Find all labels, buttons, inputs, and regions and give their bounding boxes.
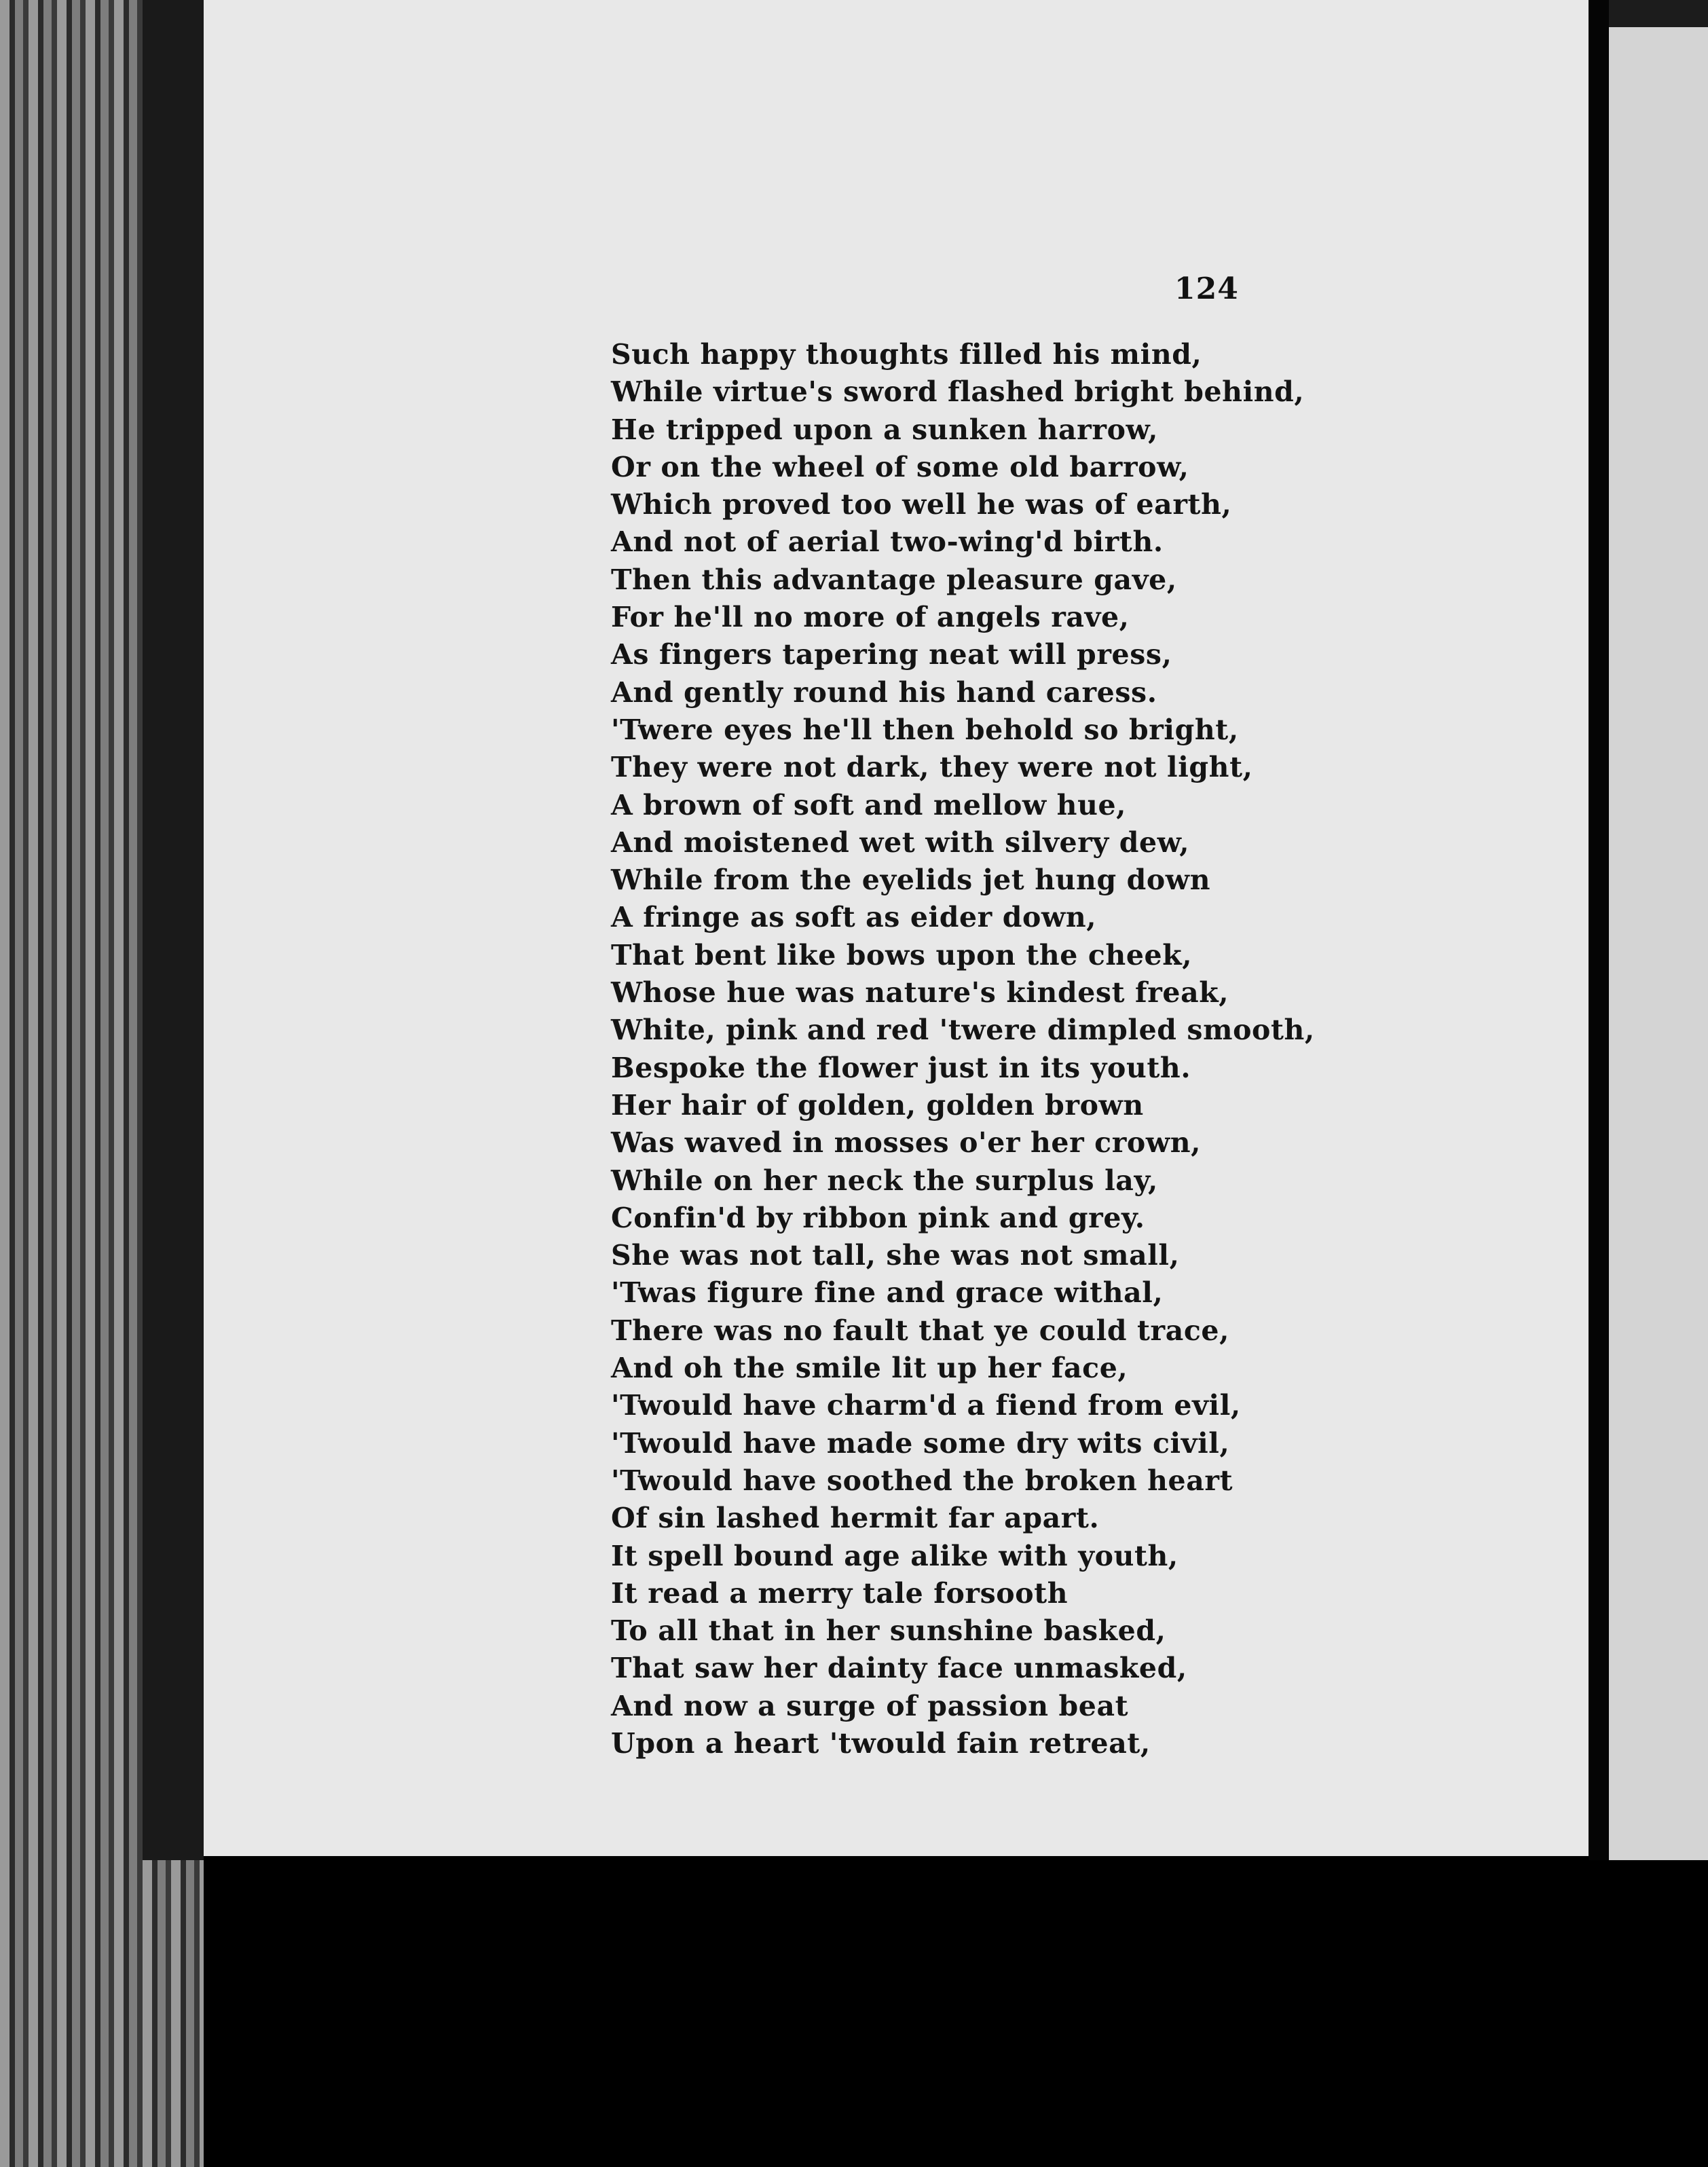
poem-line: And moistened wet with silvery dew, — [611, 826, 1190, 859]
poem-line: While from the eyelids jet hung down — [611, 864, 1211, 897]
poem-line: And now a surge of passion beat — [611, 1689, 1129, 1722]
poem-line: 'Twould have made some dry wits civil, — [611, 1426, 1230, 1460]
page-number: 124 — [1174, 272, 1239, 306]
poem-line: 'Twould have soothed the broken heart — [611, 1464, 1233, 1497]
next-page-top-border — [1609, 0, 1708, 27]
poem-line: Upon a heart 'twould fain retreat, — [611, 1726, 1151, 1760]
adjacent-page-edge — [1609, 27, 1708, 1860]
poem-line: And oh the smile lit up her face, — [611, 1352, 1128, 1385]
poem-line: And gently round his hand caress. — [611, 675, 1157, 709]
poem-line: Such happy thoughts filled his mind, — [611, 338, 1202, 371]
poem-line: White, pink and red 'twere dimpled smooth, — [611, 1014, 1315, 1047]
poem-line: For he'll no more of angels rave, — [611, 601, 1130, 634]
poem-line: She was not tall, she was not small, — [611, 1239, 1180, 1272]
poem-line: It read a merry tale forsooth — [611, 1576, 1069, 1610]
poem-line: A brown of soft and mellow hue, — [611, 788, 1127, 821]
poem-line: 'Twould have charm'd a fiend from evil, — [611, 1389, 1241, 1422]
poem-line: That saw her dainty face unmasked, — [611, 1652, 1187, 1685]
poem-line: Or on the wheel of some old barrow, — [611, 450, 1189, 483]
poem-line: And not of aerial two-wing'd birth. — [611, 525, 1164, 559]
poem-line: Whose hue was nature's kindest freak, — [611, 976, 1229, 1010]
poem-line: He tripped upon a sunken harrow, — [611, 413, 1158, 446]
poem-line: Confin'd by ribbon pink and grey. — [611, 1201, 1145, 1234]
poem-line: Of sin lashed hermit far apart. — [611, 1502, 1100, 1535]
poem-line: 'Twas figure fine and grace withal, — [611, 1276, 1164, 1310]
poem-line: Then this advantage pleasure gave, — [611, 563, 1177, 596]
poem-line: There was no fault that ye could trace, — [611, 1314, 1229, 1347]
poem-line: Bespoke the flower just in its youth. — [611, 1051, 1191, 1084]
poem-line: It spell bound age alike with youth, — [611, 1539, 1178, 1572]
poem-line: To all that in her sunshine basked, — [611, 1614, 1166, 1648]
poem-line: Was waved in mosses o'er her crown, — [611, 1126, 1202, 1160]
poem-line: They were not dark, they were not light, — [611, 751, 1253, 784]
page-gutter — [1589, 0, 1609, 1860]
poem-line: While virtue's sword flashed bright behind, — [611, 375, 1305, 409]
scan-bottom-border — [204, 1856, 1589, 2167]
poem-line: A fringe as soft as eider down, — [611, 901, 1097, 934]
poem-line: Which proved too well he was of earth, — [611, 488, 1232, 521]
poem-line: While on her neck the surplus lay, — [611, 1164, 1158, 1197]
poem-line: That bent like bows upon the cheek, — [611, 938, 1193, 971]
poem-text — [611, 336, 1589, 1762]
poem-line: As fingers tapering neat will press, — [611, 638, 1172, 671]
book-edge-shadow — [143, 0, 204, 1860]
poem-line: Her hair of golden, golden brown — [611, 1088, 1144, 1122]
poem-line: 'Twere eyes he'll then behold so bright, — [611, 713, 1239, 746]
